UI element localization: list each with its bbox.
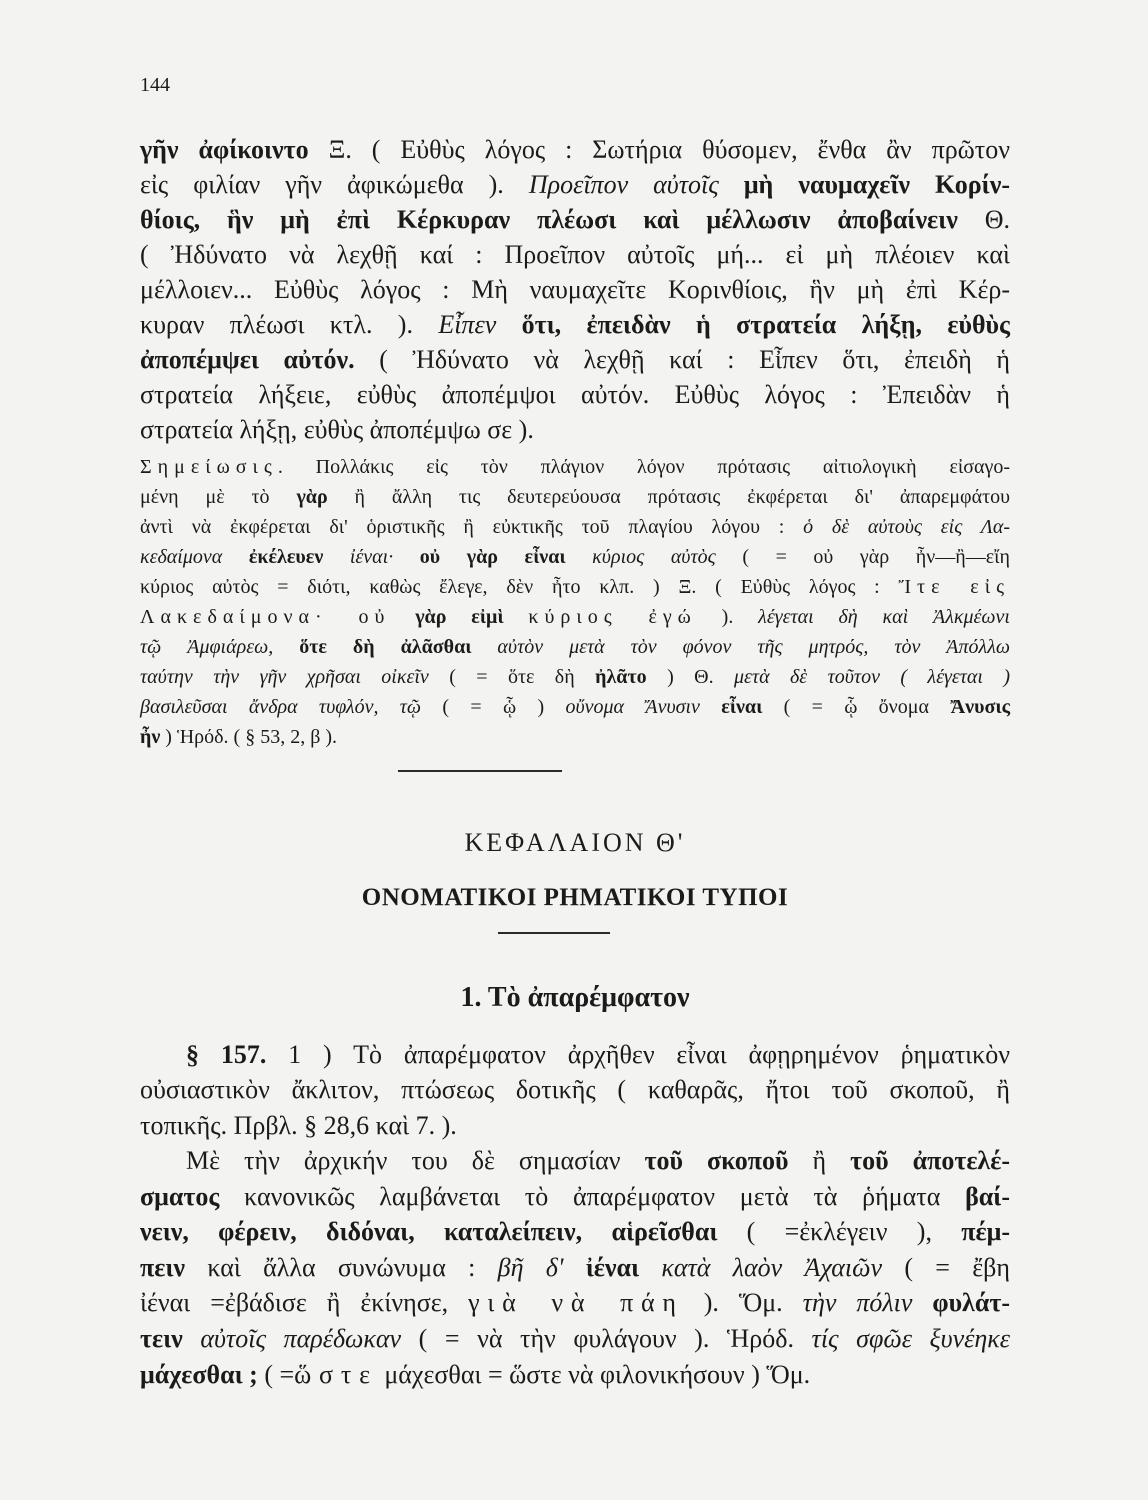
plain-text: κυραν πλέωσι κτλ. ). bbox=[140, 310, 439, 339]
body-line bbox=[140, 1214, 1010, 1250]
note-line bbox=[140, 452, 1010, 482]
note-line bbox=[140, 662, 1010, 692]
bold-text: ὅτι, ἐπειδὰν ἡ στρατεία λήξῃ, εὐθὺς bbox=[496, 310, 1011, 339]
bold-text: ἀποπέμψει αὐτόν. bbox=[140, 345, 355, 374]
plain-text: εἰς φιλίαν γῆν ἀφικώμεθα ). bbox=[140, 170, 529, 199]
main-line bbox=[140, 412, 1010, 448]
italic-text: ἰέναι· bbox=[323, 546, 394, 568]
body-line bbox=[140, 1321, 1010, 1357]
plain-text: Θ. bbox=[957, 205, 1010, 234]
body-line bbox=[140, 1179, 1010, 1215]
main-line bbox=[140, 377, 1010, 413]
italic-text: τὴν πόλιν bbox=[802, 1288, 913, 1317]
bold-text: § 157. bbox=[186, 1040, 267, 1069]
italic-text: λέγεται δὴ καὶ Ἀλκμέωνι bbox=[758, 606, 1010, 628]
body-line bbox=[140, 1072, 1010, 1108]
bold-text: ὅτε δὴ ἀλᾶσθαι bbox=[299, 636, 472, 658]
italic-text: κατὰ λαὸν Ἀχαιῶν bbox=[639, 1253, 883, 1282]
body-line bbox=[140, 1285, 1010, 1321]
plain-text: στρατεία λήξειε, εὐθὺς ἀποπέμψοι αὐτόν. Εὐθὺς λόγος : Ἐπειδὰν ἡ bbox=[140, 380, 1010, 409]
italic-text: βῆ δ' bbox=[497, 1253, 564, 1282]
plain-text: ( Ἠδύνατο νὰ λεχθῇ καί : Προεῖπον αὐτοῖς μή... εἰ μὴ πλέοιεν καὶ bbox=[140, 240, 1010, 269]
main-line bbox=[140, 307, 1010, 343]
bold-text: γὰρ bbox=[296, 486, 328, 508]
note-line bbox=[140, 482, 1010, 512]
section-divider bbox=[398, 770, 562, 772]
body-line bbox=[186, 1037, 1010, 1073]
title-divider bbox=[498, 932, 610, 934]
plain-text: ( = ᾧ ὄνομα bbox=[762, 696, 951, 718]
bold-text: ἐκέλευεν bbox=[248, 546, 324, 568]
spaced-text: Λακεδαίμονα· οὐ bbox=[140, 606, 391, 628]
main-line bbox=[140, 342, 1010, 378]
plain-text: ) Ἡρόδ. ( § 53, 2, β ). bbox=[160, 726, 338, 748]
main-line bbox=[140, 202, 1010, 238]
plain-text: κύριος αὐτὸς = διότι, καθὼς ἔλεγε, δὲν ἦτο κλπ. ) Ξ. ( Εὐθὺς λόγος : bbox=[140, 576, 899, 598]
italic-text: ταύτην τὴν γῆν χρῆσαι οἰκεῖν bbox=[140, 666, 429, 688]
plain-text: ( = ᾧ ) bbox=[421, 696, 566, 718]
bold-text: μάχεσθαι ; bbox=[140, 1360, 258, 1389]
bold-text: πέμ- bbox=[961, 1217, 1010, 1246]
bold-text: Ἄνυσις bbox=[950, 696, 1011, 718]
note-line bbox=[140, 692, 1010, 722]
note-line bbox=[140, 602, 1010, 632]
bold-text: θίοις, ἣν μὴ ἐπὶ Κέρκυραν πλέωσι καὶ μέλλωσιν ἀποβαίνειν bbox=[140, 205, 958, 234]
plain-text: ). bbox=[696, 606, 759, 628]
note-line bbox=[140, 632, 1010, 662]
bold-text: τοῦ ἀποτελέ- bbox=[850, 1146, 1010, 1175]
bold-text: σματος bbox=[140, 1182, 220, 1211]
plain-text: Μὲ τὴν ἀρχικήν του δὲ σημασίαν bbox=[186, 1146, 645, 1175]
bold-text: τοῦ σκοποῦ bbox=[644, 1146, 789, 1175]
body-line bbox=[140, 1108, 1010, 1144]
plain-text: ἰέναι =ἐβάδισε ἢ ἐκίνησε, bbox=[140, 1288, 469, 1317]
bold-text: ἠλᾶτο bbox=[595, 666, 647, 688]
italic-text: οὔνομα Ἄνυσιν bbox=[565, 696, 700, 718]
spaced-text: ὥστε bbox=[294, 1360, 378, 1389]
plain-text: οὐσιαστικὸν ἄκλιτον, πτώσεως δοτικῆς ( καθαρᾶς, ἤτοι τοῦ σκοποῦ, ἢ bbox=[140, 1075, 1010, 1104]
chapter-title: ΟΝΟΜΑΤΙΚΟΙ ΡΗΜΑΤΙΚΟΙ ΤΥΠΟΙ bbox=[361, 884, 789, 911]
page-number: 144 bbox=[140, 74, 170, 96]
plain-text: μάχεσθαι = ὥστε νὰ φιλονικήσουν ) Ὅμ. bbox=[377, 1360, 811, 1389]
plain-text: κανονικῶς λαμβάνεται τὸ ἀπαρέμφατον μετὰ τὰ ῥήματα bbox=[219, 1182, 966, 1211]
plain-text: ). Ὅμ. bbox=[683, 1288, 803, 1317]
bold-text: ἰέναι bbox=[563, 1253, 640, 1282]
italic-text: ὁ δὲ αὐτοὺς εἰς Λα- bbox=[803, 516, 1010, 538]
bold-text: γὰρ εἰμὶ bbox=[390, 606, 529, 628]
bold-text: ἦν bbox=[140, 726, 161, 748]
bold-text: βαί- bbox=[965, 1182, 1010, 1211]
note-line bbox=[140, 722, 1010, 752]
plain-text: Ξ. ( Εὐθὺς λόγος : Σωτήρια θύσομεν, ἔνθα ἂν πρῶτον bbox=[308, 135, 1011, 164]
body-line bbox=[140, 1357, 1010, 1393]
note-line bbox=[140, 512, 1010, 542]
bold-text: τειν bbox=[140, 1324, 183, 1353]
spaced-text: Ἴτε εἰς bbox=[898, 576, 1010, 598]
plain-text: ( = ὅτε δὴ bbox=[428, 666, 596, 688]
italic-text: τῷ Ἀμφιάρεω, bbox=[140, 636, 300, 658]
spaced-text: κύριος ἐγώ bbox=[528, 606, 697, 628]
spaced-text: Σημείωσις bbox=[140, 456, 278, 478]
plain-text: 1 ) Τὸ ἀπαρέμφατον ἀρχῆθεν εἶναι ἀφῃρημένον ῥηματικὸν bbox=[266, 1040, 1011, 1069]
bold-text: μὴ ναυμαχεῖν Κορίν- bbox=[718, 170, 1010, 199]
main-line bbox=[140, 272, 1010, 308]
italic-text: Εἶπεν bbox=[438, 310, 497, 339]
plain-text: . Πολλάκις εἰς τὸν πλάγιον λόγον πρότασις αἰτιολογικὴ εἰσαγο- bbox=[277, 456, 1010, 478]
note-line bbox=[140, 572, 1010, 602]
body-line bbox=[186, 1143, 1010, 1179]
plain-text: μέλλοιεν... Εὐθὺς λόγος : Μὴ ναυμαχεῖτε Κορινθίοις, ἣν μὴ ἐπὶ Κέρ- bbox=[140, 275, 1010, 304]
plain-text: ) Θ. bbox=[646, 666, 734, 688]
bold-text: πειν bbox=[140, 1253, 186, 1282]
plain-text: ( = ἔβη bbox=[882, 1253, 1010, 1282]
italic-text: αὐτὸν μετὰ τὸν φόνον τῆς μητρός, τὸν Ἀπόλλω bbox=[471, 636, 1010, 658]
italic-text: βασιλεῦσαι ἄνδρα τυφλόν, τῷ bbox=[140, 696, 422, 718]
main-line bbox=[140, 132, 1010, 168]
bold-text: φυλάτ- bbox=[912, 1288, 1010, 1317]
plain-text: ( = οὐ γὰρ ἦν—ἢ—εἴη bbox=[715, 546, 1010, 568]
plain-text: ( =ἐκλέγειν ), bbox=[717, 1217, 962, 1246]
italic-text: κεδαίμονα bbox=[140, 546, 249, 568]
plain-text: ( Ἠδύνατο νὰ λεχθῇ καί : Εἶπεν ὅτι, ἐπειδὴ ἡ bbox=[354, 345, 1011, 374]
body-line bbox=[140, 1250, 1010, 1286]
bold-text: γῆν ἀφίκοιντο bbox=[140, 135, 309, 164]
plain-text: τοπικῆς. Πρβλ. § 28,6 καὶ 7. ). bbox=[140, 1111, 457, 1140]
plain-text: στρατεία λήξῃ, εὐθὺς ἀποπέμψω σε ). bbox=[140, 415, 534, 444]
italic-text: αὐτοῖς παρέδωκαν bbox=[182, 1324, 402, 1353]
bold-text: νειν, φέρειν, διδόναι, καταλείπειν, αἱρεῖσθαι bbox=[140, 1217, 718, 1246]
spaced-text: γιὰ νὰ πάη bbox=[468, 1288, 684, 1317]
bold-text: εἶναι bbox=[699, 696, 763, 718]
main-line bbox=[140, 167, 1010, 203]
plain-text: ( = νὰ τὴν φυλάγουν ). Ἡρόδ. bbox=[401, 1324, 812, 1353]
plain-text: ἢ bbox=[788, 1146, 851, 1175]
italic-text: τίς σφῶε ξυνέηκε bbox=[811, 1324, 1010, 1353]
plain-text: μένη μὲ τὸ bbox=[140, 486, 297, 508]
plain-text: ἢ ἄλλη τις δευτερεύουσα πρότασις ἐκφέρεται δι' ἀπαρεμφάτου bbox=[327, 486, 1011, 508]
chapter-label: ΚΕΦΑΛΑΙΟΝ Θ' bbox=[464, 828, 686, 857]
plain-text: καὶ ἄλλα συνώνυμα : bbox=[185, 1253, 498, 1282]
bold-text: οὐ γὰρ εἶναι bbox=[393, 546, 566, 568]
italic-text: Προεῖπον αὐτοῖς bbox=[528, 170, 719, 199]
main-line bbox=[140, 237, 1010, 273]
italic-text: μετὰ δὲ τοῦτον ( λέγεται ) bbox=[734, 666, 1011, 688]
section-title: 1. Τὸ ἀπαρέμφατον bbox=[460, 982, 690, 1013]
note-line bbox=[140, 542, 1010, 572]
plain-text: ( = bbox=[257, 1360, 295, 1389]
plain-text: ἀντὶ νὰ ἐκφέρεται δι' ὁριστικῆς ἢ εὐκτικῆς τοῦ πλαγίου λόγου : bbox=[140, 516, 804, 538]
italic-text: κύριος αὐτὸς bbox=[565, 546, 716, 568]
